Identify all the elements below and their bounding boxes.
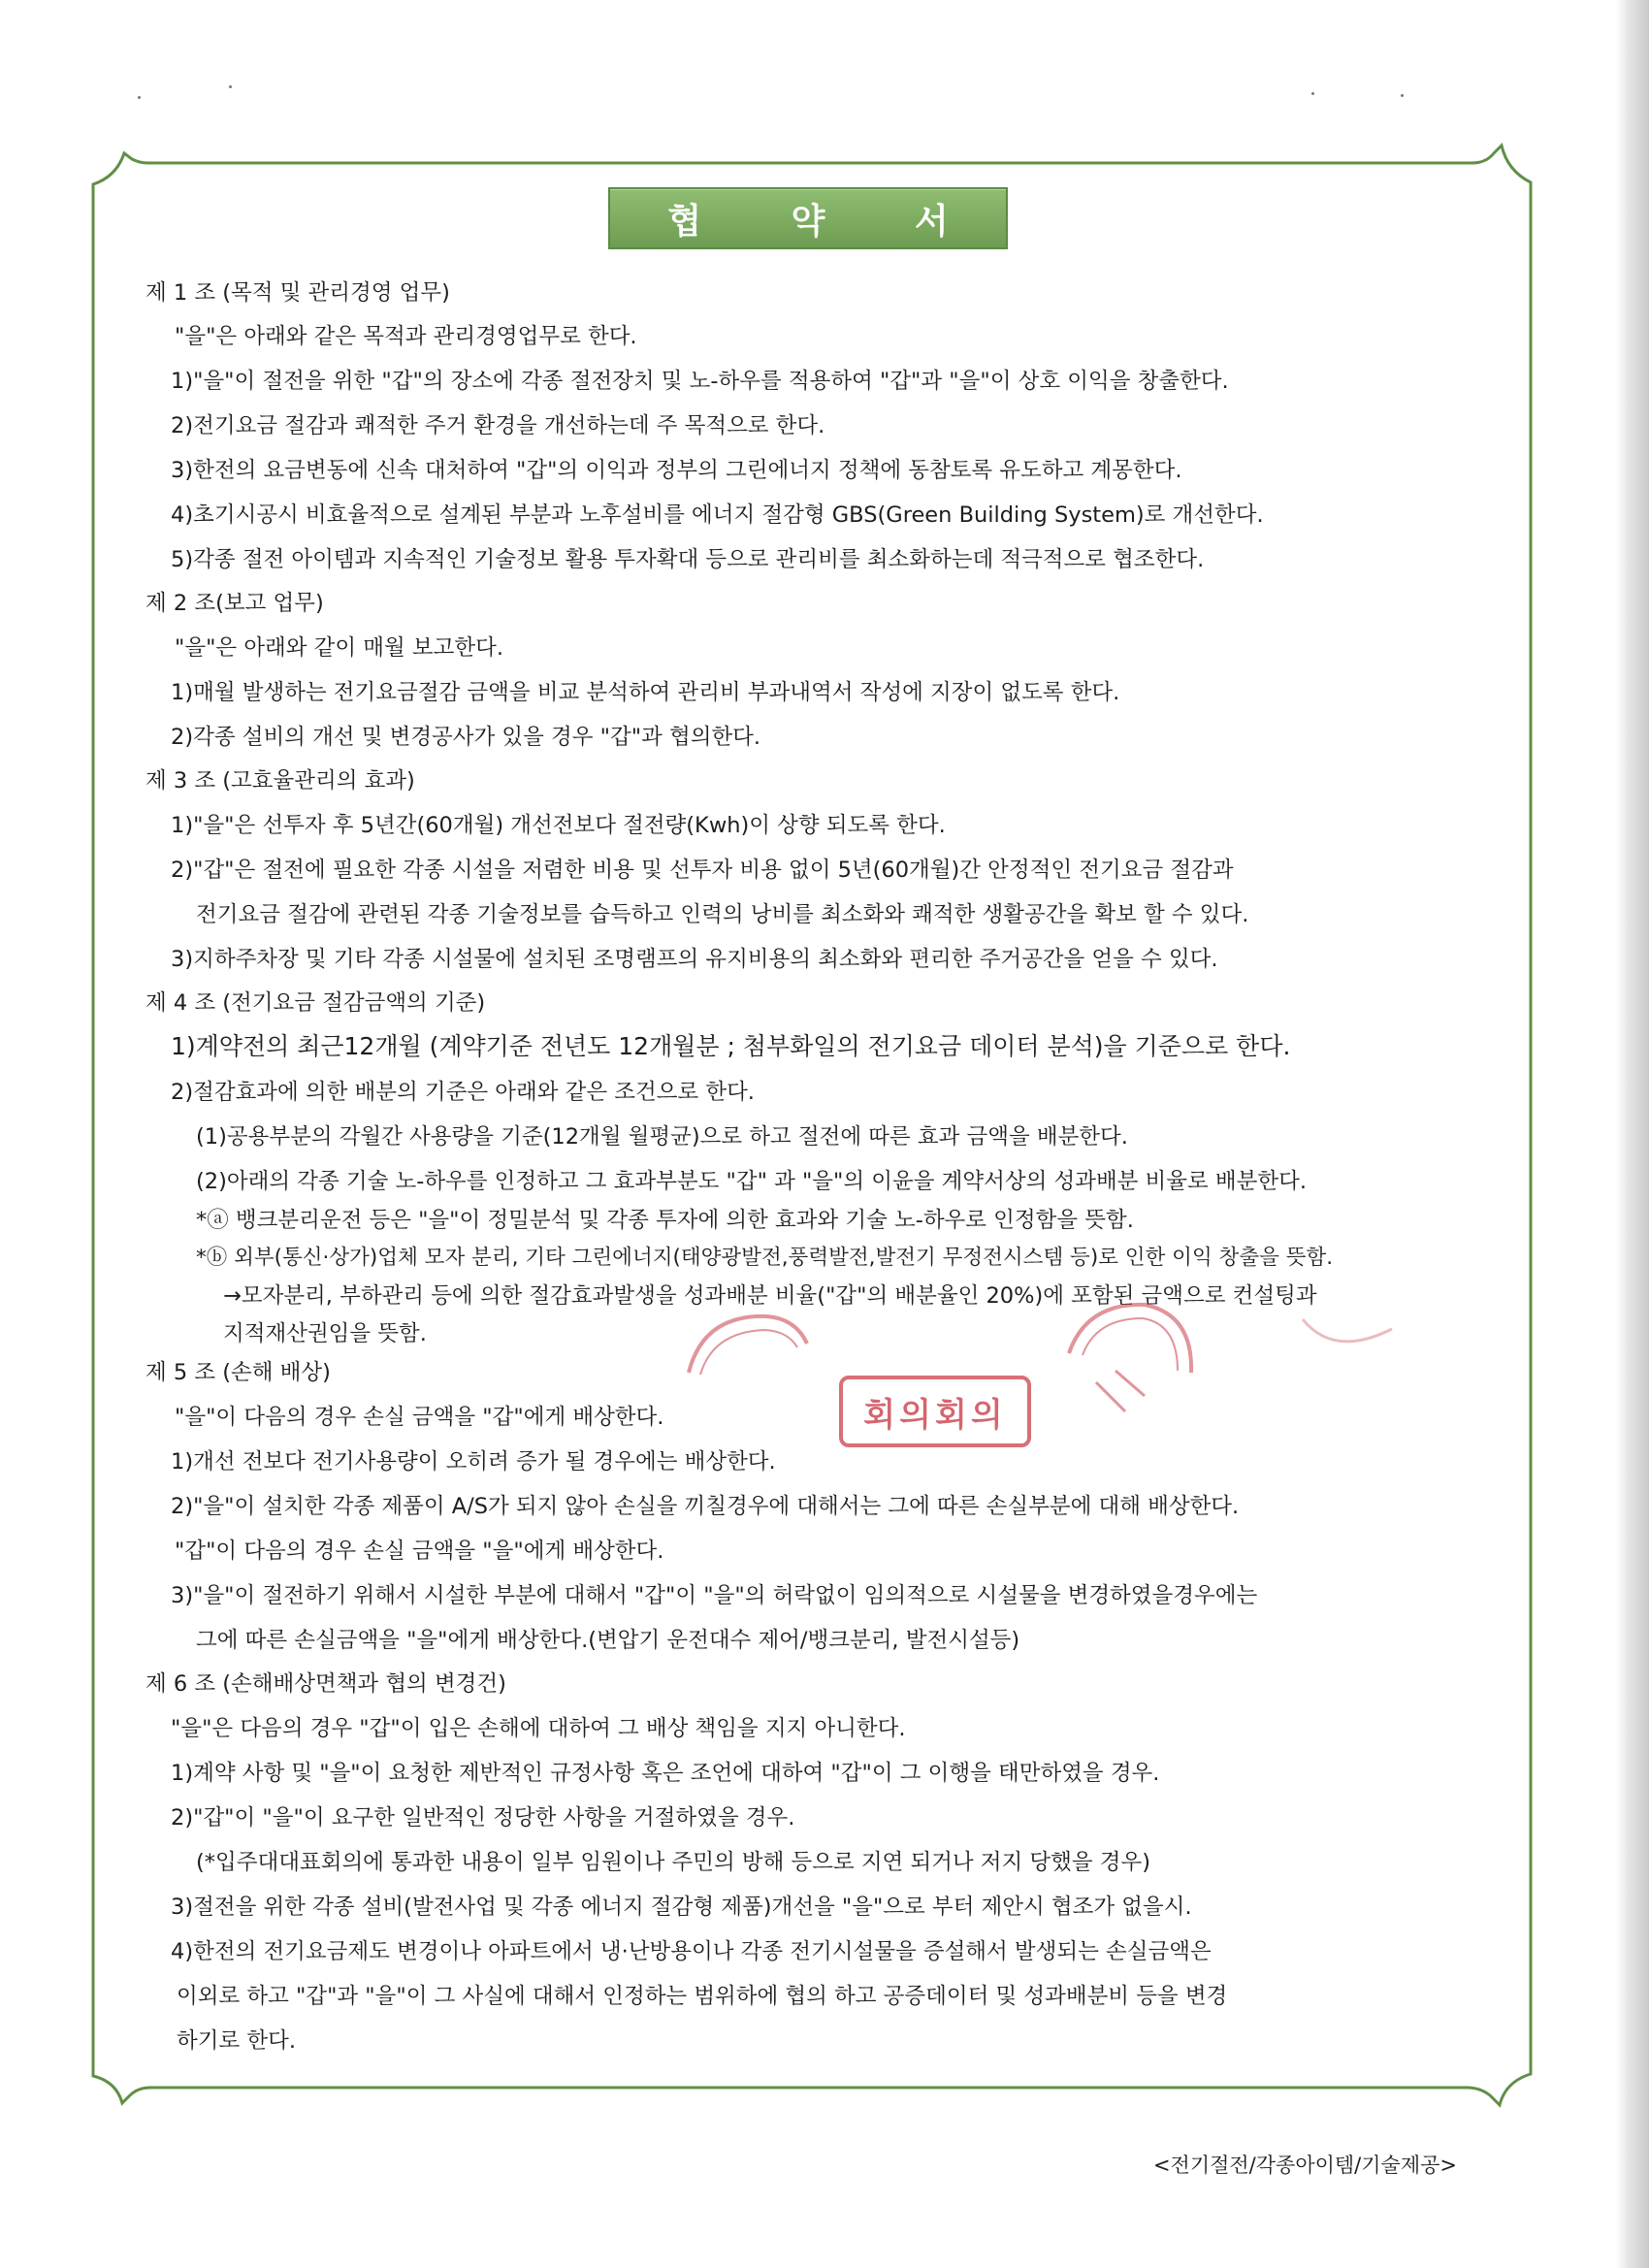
article-3-item: 1)"을"은 선투자 후 5년간(60개월) 개선전보다 절전량(Kwh)이 상향 되도록 한다. [171, 813, 946, 838]
article-6-item: 3)절전을 위한 각종 설비(발전사업 및 각종 에너지 절감형 제품)개선을 "을"으로 부터 제안시 협조가 없을시. [171, 1895, 1192, 1920]
article-5-item: 2)"을"이 설치한 각종 제품이 A/S가 되지 않아 손실을 끼칠경우에 대해서는 그에 따른 손실부분에 대해 배상한다. [171, 1494, 1240, 1519]
article-5-item: 1)개선 전보다 전기사용량이 오히려 증가 될 경우에는 배상한다. [171, 1449, 776, 1474]
article-1-intro: "을"은 아래와 같은 목적과 관리경영업무로 한다. [175, 324, 637, 349]
article-6-note: (*입주대대표회의에 통과한 내용이 일부 임원이나 주민의 방해 등으로 지연 되거나 저지 당했을 경우) [196, 1850, 1151, 1875]
article-5-intro: "갑"이 다음의 경우 손실 금액을 "을"에게 배상한다. [175, 1539, 664, 1564]
article-2-heading: 제 2 조(보고 업무) [146, 591, 324, 616]
article-4-heading: 제 4 조 (전기요금 절감금액의 기준) [146, 990, 486, 1016]
article-2-item: 2)각종 설비의 개선 및 변경공사가 있을 경우 "갑"과 협의한다. [171, 725, 761, 750]
article-4-note-continued: →모자분리, 부하관리 등에 의한 절감효과발생을 성과배분 비율("갑"의 배분율인 20%)에 포함된 금액으로 컨설팅과 [223, 1283, 1317, 1309]
article-6-heading: 제 6 조 (손해배상면책과 협의 변경건) [146, 1671, 506, 1697]
article-1-item: 5)각종 절전 아이템과 지속적인 기술정보 활용 투자확대 등으로 관리비를 최소화하는데 적극적으로 협조한다. [171, 547, 1205, 572]
article-6-item-continued: 하기로 한다. [177, 2028, 296, 2054]
article-1-item: 1)"을"이 절전을 위한 "갑"의 장소에 각종 절전장치 및 노-하우를 적용하여 "갑"과 "을"이 상호 이익을 창출한다. [171, 369, 1229, 394]
article-5-item: 3)"을"이 절전하기 위해서 시설한 부분에 대해서 "갑"이 "을"의 허락없이 임의적으로 시설물을 변경하였을경우에는 [171, 1583, 1258, 1608]
article-3-item: 2)"갑"은 절전에 필요한 각종 시설을 저렴한 비용 및 선투자 비용 없이 5년(60개월)간 안정적인 전기요금 절감과 [171, 858, 1234, 883]
article-3-heading: 제 3 조 (고효율관리의 효과) [146, 768, 415, 794]
article-3-item: 3)지하주차장 및 기타 각종 시설물에 설치된 조명램프의 유지비용의 최소화와 편리한 주거공간을 얻을 수 있다. [171, 947, 1218, 972]
document-title-banner [608, 187, 1008, 249]
article-5-heading: 제 5 조 (손해 배상) [146, 1360, 331, 1385]
article-4-item: 2)절감효과에 의한 배분의 기준은 아래와 같은 조건으로 한다. [171, 1080, 755, 1105]
article-4-subitem: (2)아래의 각종 기술 노-하우를 인정하고 그 효과부분도 "갑" 과 "을"의 이윤을 계약서상의 성과배분 비율로 배분한다. [196, 1169, 1308, 1194]
article-1-item: 3)한전의 요금변동에 신속 대처하여 "갑"의 이익과 정부의 그린에너지 정책에 동참토록 유도하고 계몽한다. [171, 458, 1182, 483]
article-4-item: 1)계약전의 최근12개월 (계약기준 전년도 12개월분 ; 첨부화일의 전기요금 데이터 분석)을 기준으로 한다. [171, 1032, 1291, 1060]
article-6-item: 1)계약 사항 및 "을"이 요청한 제반적인 규정사항 혹은 조언에 대하여 "갑"이 그 이행을 태만하였을 경우. [171, 1761, 1160, 1786]
article-4-note-continued: 지적재산권임을 뜻함. [223, 1321, 427, 1346]
article-1-item: 4)초기시공시 비효율적으로 설계된 부분과 노후설비를 에너지 절감형 GBS(Green Building System)로 개선한다. [171, 502, 1264, 528]
footer-note: <전기절전/각종아이템/기술제공> [1152, 2154, 1457, 2177]
article-2-intro: "을"은 아래와 같이 매월 보고한다. [175, 635, 504, 661]
article-4-note: *ⓑ 외부(통신·상가)업체 모자 분리, 기타 그린에너지(태양광발전,풍력발전,발전기 무정전시스템 등)로 인한 이익 창출을 뜻함. [196, 1246, 1334, 1270]
article-6-intro: "을"은 다음의 경우 "갑"이 입은 손해에 대하여 그 배상 책임을 지지 아니한다. [171, 1716, 906, 1741]
article-5-intro: "을"이 다음의 경우 손실 금액을 "갑"에게 배상한다. [175, 1405, 664, 1430]
article-6-item-continued: 이외로 하고 "갑"과 "을"이 그 사실에 대해서 인정하는 범위하에 협의 하고 공증데이터 및 성과배분비 등을 변경 [177, 1984, 1228, 2009]
article-3-item-continued: 전기요금 절감에 관련된 각종 기술정보를 습득하고 인력의 낭비를 최소화와 쾌적한 생활공간을 확보 할 수 있다. [196, 902, 1249, 927]
article-1-heading: 제 1 조 (목적 및 관리경영 업무) [146, 280, 450, 306]
article-2-item: 1)매월 발생하는 전기요금절감 금액을 비교 분석하여 관리비 부과내역서 작성에 지장이 없도록 한다. [171, 680, 1120, 705]
document-title: 협 약 서 [667, 201, 987, 242]
article-4-subitem: (1)공용부분의 각월간 사용량을 기준(12개월 월평균)으로 하고 절전에 따른 효과 금액을 배분한다. [196, 1124, 1128, 1150]
article-6-item: 2)"갑"이 "을"이 요구한 일반적인 정당한 사항을 거절하였을 경우. [171, 1805, 795, 1831]
article-6-item: 4)한전의 전기요금제도 변경이나 아파트에서 냉·난방용이나 각종 전기시설물을 증설해서 발생되는 손실금액은 [171, 1939, 1212, 1964]
article-4-note: *ⓐ 뱅크분리운전 등은 "을"이 정밀분석 및 각종 투자에 의한 효과와 기술 노-하우로 인정함을 뜻함. [196, 1208, 1134, 1233]
seal-text: 회의회의 [863, 1395, 1007, 1435]
article-5-item-continued: 그에 따른 손실금액을 "을"에게 배상한다.(변압기 운전대수 제어/뱅크분리, 발전시설등) [196, 1628, 1020, 1653]
article-1-item: 2)전기요금 절감과 쾌적한 주거 환경을 개선하는데 주 목적으로 한다. [171, 413, 825, 438]
